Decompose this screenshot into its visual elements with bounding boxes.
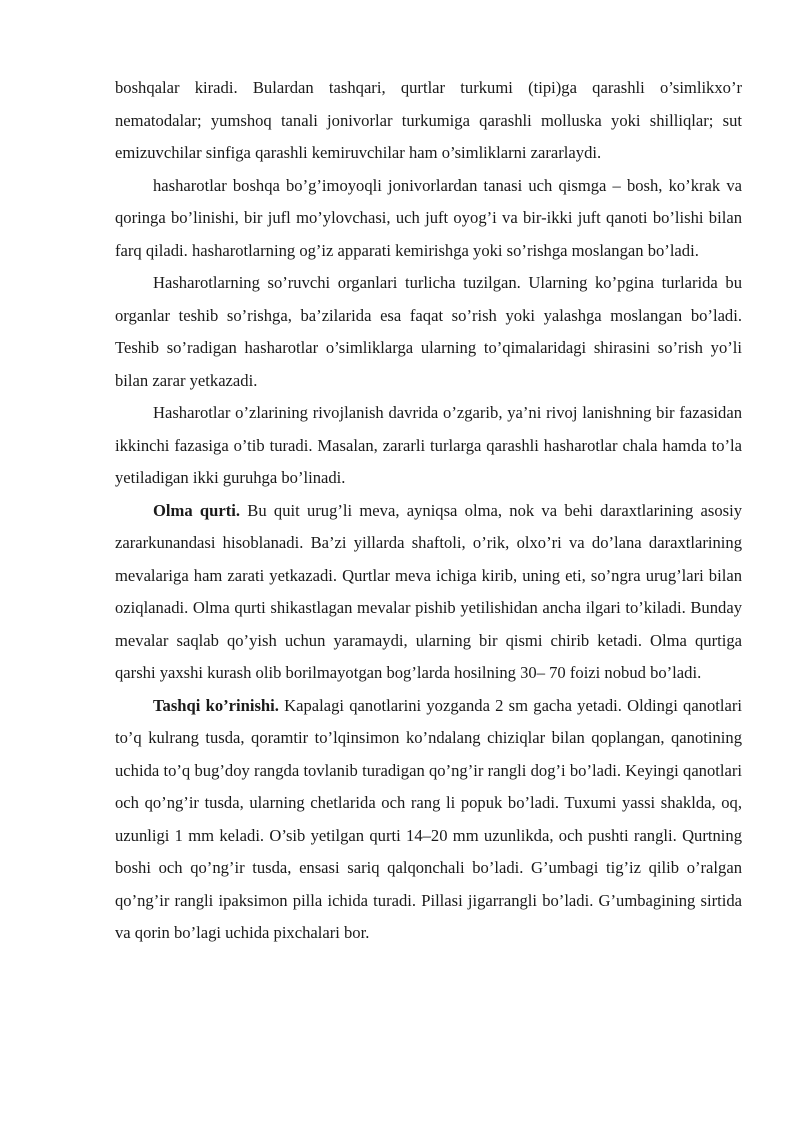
paragraph-appearance: [115, 690, 742, 950]
paragraph-insects-body: [115, 170, 742, 268]
paragraph-text: Bu quit urug’li meva, ayniqsa olma, nok va behi daraxtlarining asosiy zararkunandasi hisoblanadi. Ba’zi yillarda shaftoli, o’rik, olxo’ri va do’lana daraxtlarining mevalariga ham zarati yetkazadi. Qurtlar meva ichiga kirib, uning eti, so’ngra urug’lari bilan oziqlanadi. Olma qurti shikastlagan mevalar pishib yetilishidan ancha ilgari to’kiladi. Bunday mevalar saqlab qo’yish uchun yaramaydi, ularning bir qismi chirib ketadi. Olma qurtiga qarshi yaxshi kurash olib borilmayotgan bog’larda hosilning 30– 70 foizi nobud bo’ladi.: [115, 500, 742, 682]
paragraph-text: Kapalagi qanotlarini yozganda 2 sm gacha yetadi. Oldingi qanotlari to’q kulrang tusda, qoramtir to’lqinsimon ko’ndalang chiziqlar bilan qoplangan, qanotining uchida to’q bug’doy rangda tovlanib turadigan qo’ng’ir rangli dog’i bo’ladi. Keyingi qanotlari och qo’ng’ir tusda, ularning chetlarida och rang li popuk bo’ladi. Tuxumi yassi shaklda, oq, uzunligi 1 mm keladi. O’sib yetilgan qurti 14–20 mm uzunlikda, och pushti rangli. Qurtning boshi och qo’ng’ir tusda, ensasi sariq qalqonchali bo’ladi. G’umbagi tig’iz qilib o’ralgan qo’ng’ir rangli ipaksimon pilla ichida turadi. Pillasi jigarrangli bo’ladi. G’umbagining sirtida va qorin bo’lagi uchida pixchalari bor.: [115, 695, 743, 942]
paragraph-sucking-organs: [115, 267, 742, 397]
paragraph-development: [115, 397, 742, 495]
paragraph-text: hasharotlar boshqa bo’g’imoyoqli jonivorlardan tanasi uch qismga – bosh, ko’krak va qoringa bo’linishi, bir jufl mo’ylovchasi, uch juft oyog’i va bir-ikki juft qanoti bo’lishi bilan farq qiladi. hasharotlarning og’iz apparati kemirishga yoki so’rishga moslangan bo’ladi.: [115, 175, 742, 260]
paragraph-apple-worm: [115, 495, 742, 690]
paragraph-continuation: [115, 72, 742, 170]
paragraph-text: boshqalar kiradi. Bulardan tashqari, qurtlar turkumi (tipi)ga qarashli o’simlikxo’r nematodalar; yumshoq tanali jonivorlar turkumiga qarashli molluska yoki shilliqlar; sut emizuvchilar sinfiga qarashli kemiruvchilar ham o’simliklarni zararlaydi.: [115, 78, 742, 162]
paragraph-text: Hasharotlarning so’ruvchi organlari turlicha tuzilgan. Ularning ko’pgina turlarida bu organlar teshib so’rishga, ba’zilarida esa faqat so’rish yoki yalashga moslangan bo’ladi. Teshib so’radigan hasharotlar o’simliklarga ularning to’qimalaridagi shirasini so’rish yo’li bilan zarar yetkazadi.: [115, 273, 742, 390]
body-text: [115, 72, 742, 950]
paragraph-heading: Olma qurti.: [153, 500, 241, 520]
paragraph-heading: Tashqi ko’rinishi.: [153, 695, 279, 715]
paragraph-text: Hasharotlar o’zlarining rivojlanish davrida o’zgarib, ya’ni rivoj lanishning bir fazasidan ikkinchi fazasiga o’tib turadi. Masalan, zararli turlarga qarashli hasharotlar chala hamda to’la yetiladigan ikki guruhga bo’linadi.: [115, 403, 742, 487]
